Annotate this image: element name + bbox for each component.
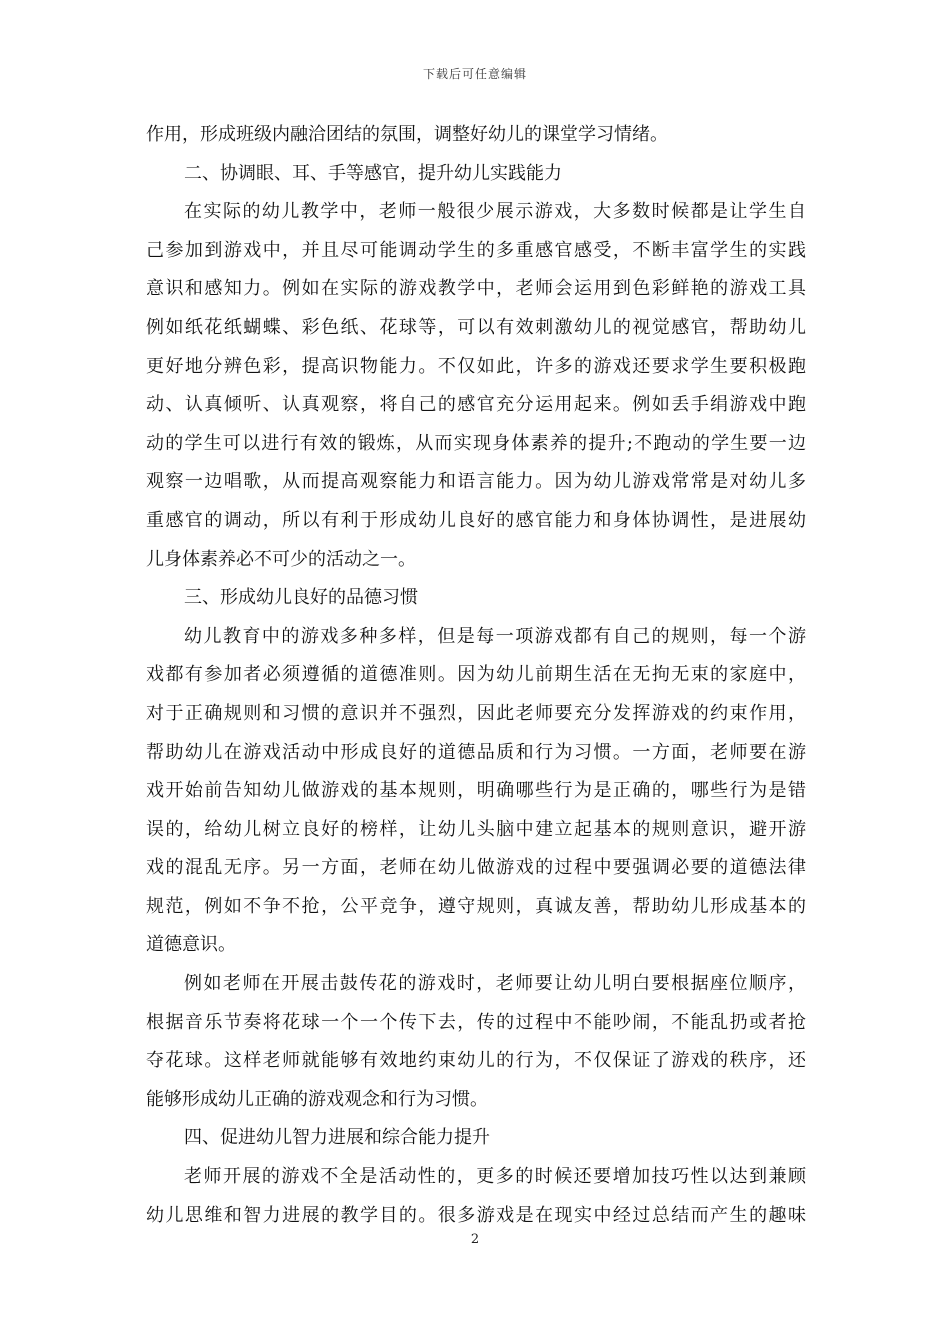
text-line: 能够形成幼儿正确的游戏观念和行为习惯。: [146, 1088, 488, 1110]
text-line: 更好地分辨色彩，提高识物能力。不仅如此，许多的游戏还要求学生要积极跑: [146, 355, 806, 377]
text-line: 道德意识。: [146, 934, 236, 956]
text-line: 三、形成幼儿良好的品德习惯: [184, 587, 418, 609]
text-line: 误的，给幼儿树立良好的榜样，让幼儿头脑中建立起基本的规则意识，避开游: [146, 818, 806, 840]
text-line: 作用，形成班级内融洽团结的氛围，调整好幼儿的课堂学习情绪。: [146, 124, 668, 145]
text-line: 儿身体素养必不可少的活动之一。: [146, 548, 416, 570]
document-body: [146, 119, 806, 1238]
text-line: 戏都有参加者必须遵循的道德准则。因为幼儿前期生活在无拘无束的家庭中，: [146, 664, 806, 686]
text-line: 在实际的幼儿教学中，老师一般很少展示游戏，大多数时候都是让学生自: [184, 201, 806, 223]
text-line: 二、协调眼、耳、手等感官，提升幼儿实践能力: [184, 162, 562, 184]
page-header: 下载后可任意编辑: [422, 67, 527, 81]
text-line: 夺花球。这样老师就能够有效地约束幼儿的行为，不仅保证了游戏的秩序，还: [146, 1050, 806, 1072]
text-line: 观察一边唱歌，从而提高观察能力和语言能力。因为幼儿游戏常常是对幼儿多: [146, 471, 806, 493]
text-line: 例如纸花纸蝴蝶、彩色纸、花球等，可以有效刺激幼儿的视觉感官，帮助幼儿: [146, 316, 806, 338]
text-line: 戏的混乱无序。另一方面，老师在幼儿做游戏的过程中要强调必要的道德法律: [146, 857, 806, 879]
text-line: 四、促进幼儿智力进展和综合能力提升: [184, 1127, 490, 1149]
text-line: 对于正确规则和习惯的意识并不强烈，因此老师要充分发挥游戏的约束作用，: [146, 702, 806, 724]
text-line: 重感官的调动，所以有利于形成幼儿良好的感官能力和身体协调性，是进展幼: [146, 509, 806, 531]
text-line: 老师开展的游戏不全是活动性的，更多的时候还要增加技巧性以达到兼顾: [184, 1166, 806, 1188]
text-line: 例如老师在开展击鼓传花的游戏时，老师要让幼儿明白要根据座位顺序，: [184, 973, 806, 995]
text-line: 动的学生可以进行有效的锻炼，从而实现身体素养的提升;不跑动的学生要一边: [146, 432, 806, 454]
page-number: 2: [470, 1232, 480, 1247]
text-line: 幼儿教育中的游戏多种多样，但是每一项游戏都有自己的规则，每一个游: [184, 625, 806, 647]
text-line: 戏开始前告知幼儿做游戏的基本规则，明确哪些行为是正确的，哪些行为是错: [146, 780, 806, 802]
text-line: 动、认真倾听、认真观察，将自己的感官充分运用起来。例如丢手绢游戏中跑: [146, 394, 806, 416]
text-line: 意识和感知力。例如在实际的游戏教学中，老师会运用到色彩鲜艳的游戏工具: [146, 278, 806, 300]
text-line: 帮助幼儿在游戏活动中形成良好的道德品质和行为习惯。一方面，老师要在游: [146, 741, 806, 763]
text-line: 根据音乐节奏将花球一个一个传下去，传的过程中不能吵闹，不能乱扔或者抢: [146, 1011, 806, 1033]
text-line: 幼儿思维和智力进展的教学目的。很多游戏是在现实中经过总结而产生的趣味: [146, 1204, 806, 1226]
text-line: 己参加到游戏中，并且尽可能调动学生的多重感官感受，不断丰富学生的实践: [146, 239, 806, 261]
text-line: 规范，例如不争不抢，公平竞争，遵守规则，真诚友善，帮助幼儿形成基本的: [146, 895, 806, 917]
